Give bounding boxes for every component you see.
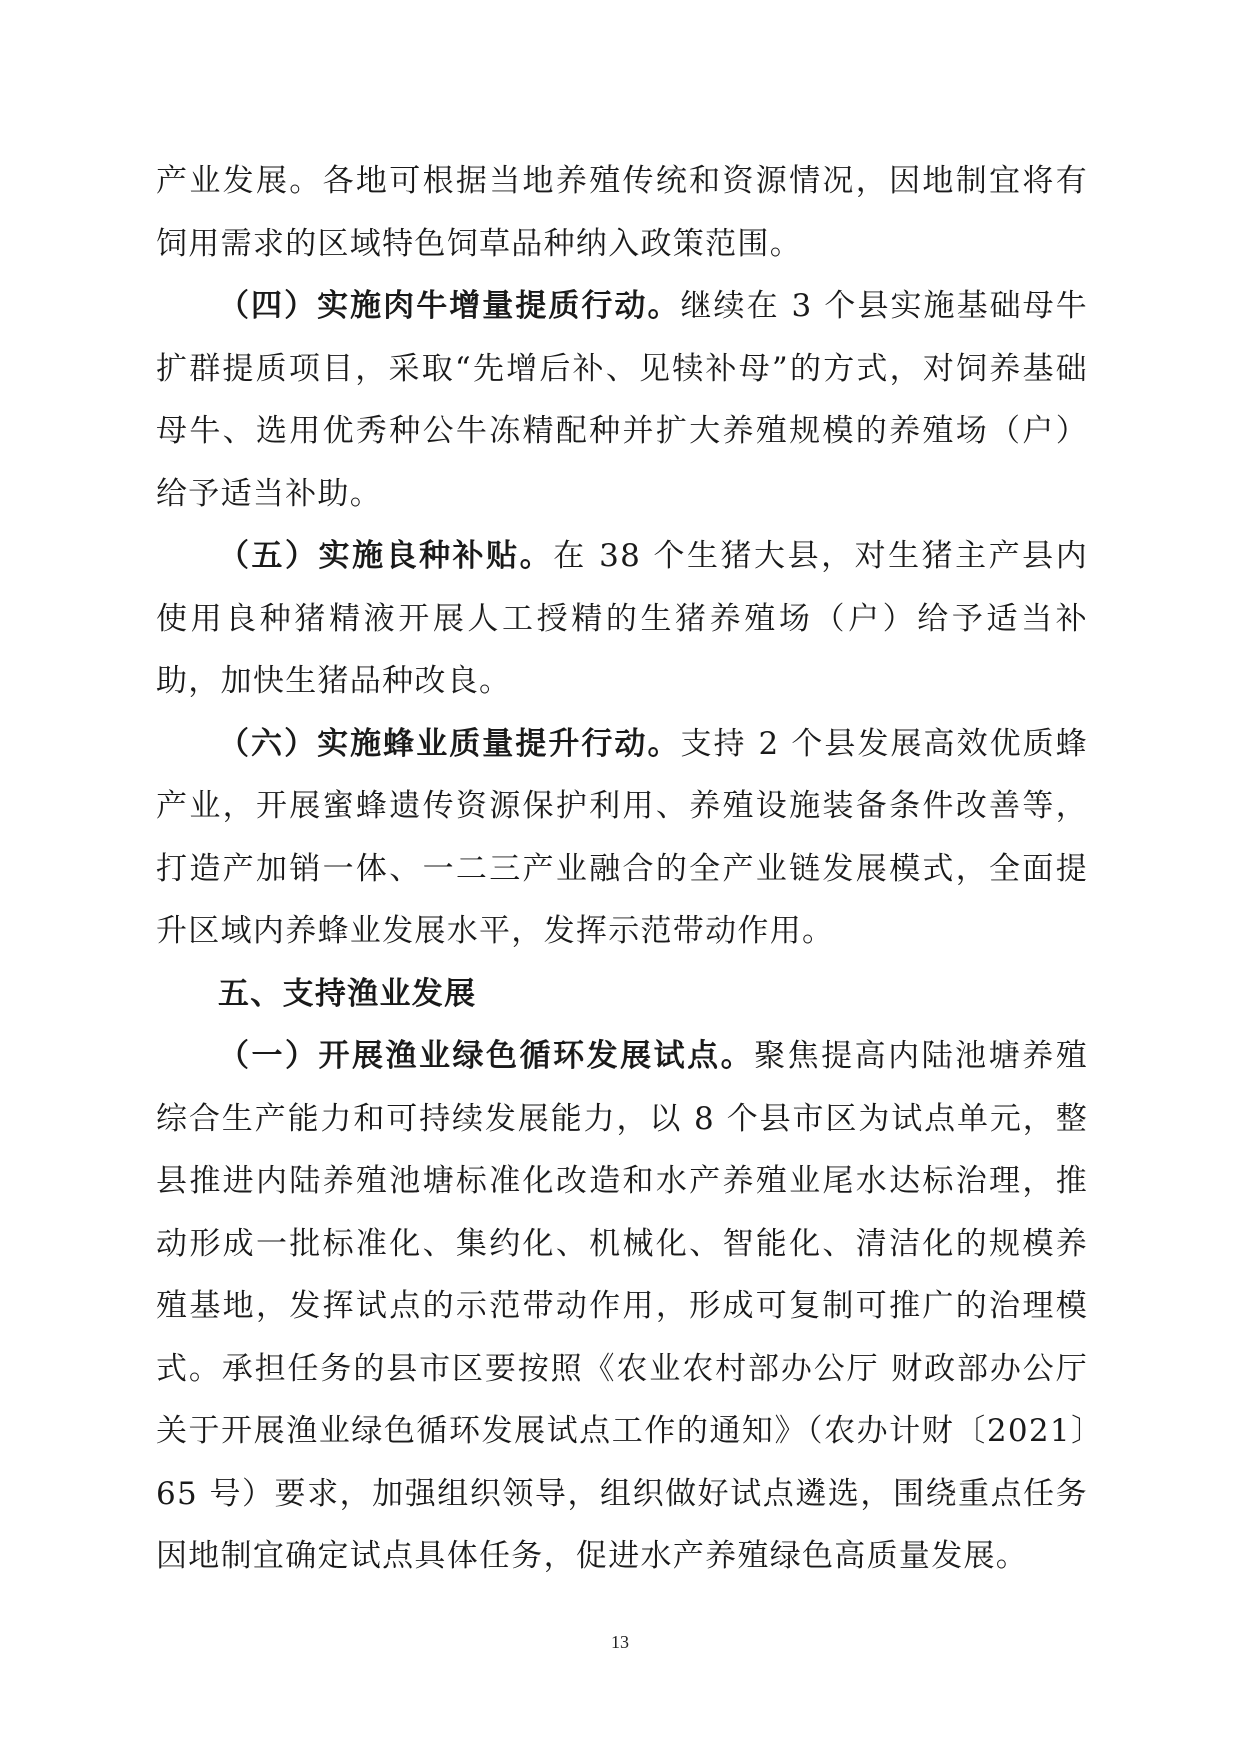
subheading: （六）实施蜂业质量提升行动。 (218, 725, 681, 762)
paragraph-beef-cattle (156, 275, 1088, 525)
subheading: （一）开展渔业绿色循环发展试点。 (218, 1038, 755, 1074)
paragraph-breed-subsidy (156, 525, 1088, 713)
paragraph-text: 聚焦提高内陆池塘养殖综合生产能力和可持续发展能力，以 8 个县市区为试点单元，整县推进内陆养殖池塘标准化改造和水产养殖业尾水达标治理，推动形成一批标准化、集约化、机械化、智能化、清洁化的规模养殖基地，发挥试点的示范带动作用，形成可复制可推广的治理模式。承担任务的县市区要按照《农业农村部办公厅 财政部办公厅关于开展渔业绿色循环发展试点工作的通知》（农办计财〔2021〕65 号）要求，加强组织领导，组织做好试点遴选，围绕重点任务因地制宜确定试点具体任务，促进水产养殖绿色高质量发展。 (156, 1038, 1088, 1574)
body-text (156, 150, 1088, 1588)
paragraph-text: 继续在 3 个县实施基础母牛扩群提质项目，采取“先增后补、见犊补母”的方式，对饲养基础母牛、选用优秀种公牛冻精配种并扩大养殖规模的养殖场（户）给予适当补助。 (156, 288, 1088, 512)
paragraph-fishery-pilot (156, 1025, 1088, 1588)
paragraph-text: 产业发展。各地可根据当地养殖传统和资源情况，因地制宜将有饲用需求的区域特色饲草品种纳入政策范围。 (156, 163, 1088, 262)
subheading: （五）实施良种补贴。 (218, 538, 554, 574)
page-number: 13 (611, 1632, 629, 1652)
subheading: （四）实施肉牛增量提质行动。 (218, 288, 681, 324)
section-title: 五、支持渔业发展 (218, 975, 477, 1012)
paragraph-text: 在 38 个生猪大县，对生猪主产县内使用良种猪精液开展人工授精的生猪养殖场（户）给予适当补助，加快生猪品种改良。 (156, 538, 1089, 699)
paragraph-text: 支持 2 个县发展高效优质蜂产业，开展蜜蜂遗传资源保护利用、养殖设施装备条件改善等，打造产加销一体、一二三产业融合的全产业链发展模式，全面提升区域内养蜂业发展水平，发挥示范带动作用。 (156, 725, 1088, 949)
paragraph-bee-industry (156, 713, 1088, 963)
paragraph-continuation (156, 150, 1088, 275)
